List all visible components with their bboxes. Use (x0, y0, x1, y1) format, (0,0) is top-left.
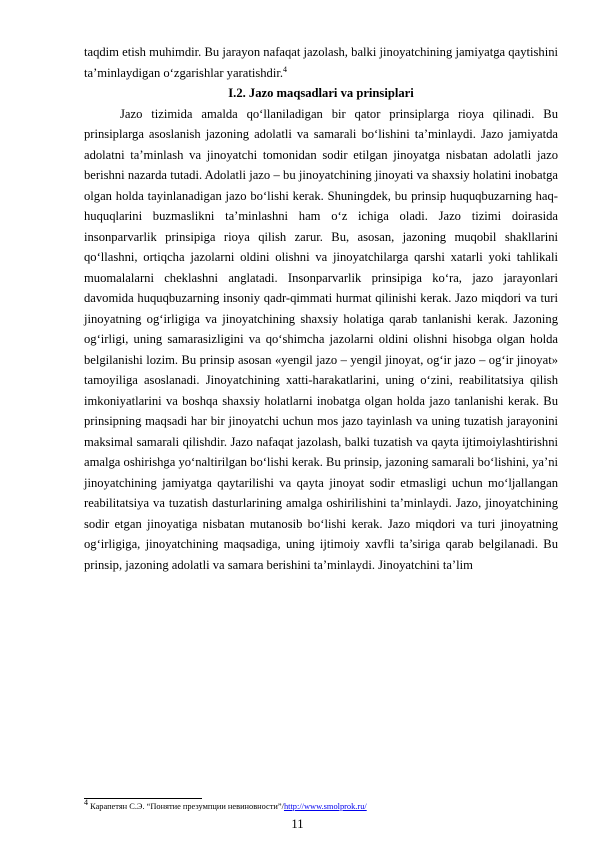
footnote-mark: 4 (84, 798, 88, 808)
footnote-reference[interactable]: 4 (283, 64, 287, 74)
page-number: 11 (291, 817, 304, 831)
footnote-text: Карапетян С.Э. “Понятие презумпции невиновности”/ (90, 802, 284, 811)
intro-text: taqdim etish muhimdir. Bu jarayon nafaqat jazolash, balki jinoyatchining jamiyatga qaytishini ta’minlaydigan o‘zgarishlar yaratishdir. (84, 45, 558, 80)
footnote-divider (84, 798, 202, 799)
page-body (84, 42, 558, 575)
footnote-link[interactable]: http://www.smolprok.ru/ (283, 802, 367, 811)
body-paragraph: Jazo tizimida amalda qo‘llaniladigan bir qator prinsiplarga rioya qilinadi. Bu prinsiplarga asoslanish jazoning adolatli va samarali bo‘lishini ta’minlaydi. Jazo jamiyatda adolatni ta’minlash va jinoyatchi tomonidan sodir etilgan jinoyatga nisbatan adolatli jazo berishni nazarda tutadi. Adolatli jazo – bu jinoyatchining jinoyati va shaxsiy holatini inobatga olgan holda tayinlanadigan jazo bo‘lishi kerak. Shuningdek, bu prinsip huquqbuzarning haq-huquqlarini buzmaslikni ta’minlashni ham o‘z ichiga oladi. Jazo tizimi doirasida insonparvarlik prinsipiga rioya qilish zarur. Bu, asosan, jazoning muqobil shakllarini qo‘llashni, ortiqcha jazolarni oldini olishni va jinoyatchilarga qarshi xatarli yoki tahlikali muomalalarni cheklashni anglatadi. Insonparvarlik prinsipiga ko‘ra, jazo jarayonlari davomida huquqbuzarning insoniy qadr-qimmati hurmat qilinishi kerak. Jazo miqdori va turi jinoyatning og‘irligiga va jinoyatchining shaxsiy holatiga qarab tanlanishi kerak. Jazoning og‘irligi, uning samarasizligini va qo‘shimcha jazolarni oldini olishni hisobga olgan holda belgilanishi lozim. Bu prinsip asosan «yengil jazo – yengil jinoyat, og‘ir jazo – og‘ir jinoyat» tamoyiliga asoslanadi. Jinoyatchining xatti-harakatlarini, uning o‘zini, reabilitatsiya qilish imkoniyatlarini va boshqa shaxsiy holatlarni inobatga olgan holda jazo tanlanishi kerak. Bu prinsipning maqsadi har bir jinoyatchi uchun mos jazo tayinlash va uning tuzatish jarayonini maksimal samarali qilishdir. Jazo nafaqat jazolash, balki tuzatish va qayta ijtimoiylashtirishni amalga oshirishga yo‘naltirilgan bo‘lishi kerak. Bu prinsip, jazoning samarali bo‘lishini, ya’ni jinoyatchining jamiyatga qaytarilishi va qayta jinoyat sodir etmasligi uchun mo‘ljallangan reabilitatsiya va tuzatish dasturlarining amalga oshirilishini ta’minlaydi. Jazo, jinoyatchining sodir etgan jinoyatiga nisbatan mutanosib bo‘lishi kerak. Jazo miqdori va turi jinoyatning og‘irligiga, jinoyatchining maqsadiga, uning ijtimoiy xavfli ta’siriga qarab belgilanadi. Bu prinsip, jazoning adolatli va samara berishini ta’minlaydi. Jinoyatchini ta’lim (84, 106, 558, 572)
intro-paragraph (84, 42, 558, 83)
footnote (84, 798, 558, 812)
section-heading: I.2. Jazo maqsadlari va prinsiplari (228, 86, 414, 100)
